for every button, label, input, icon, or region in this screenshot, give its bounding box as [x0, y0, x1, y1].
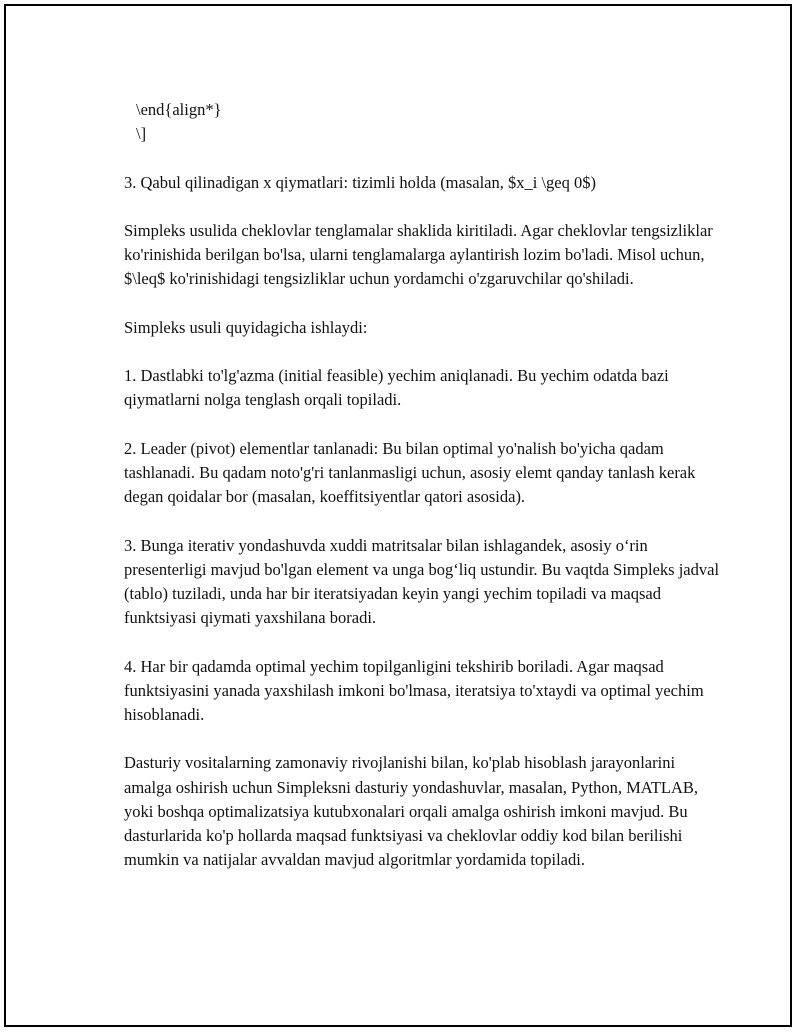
latex-end-align-line: \end{align*}: [136, 100, 222, 119]
paragraph-step-3: 3. Bunga iterativ yondashuvda xuddi matritsalar bilan ishlagandek, asosiy o‘rin presenterligi mavjud bo'lgan element va unga bog‘liq ustundir. Bu vaqtda Simpleks jadval (tablo) tuziladi, unda har bir iteratsiyadan keyin yangi yechim topiladi va maqsad funktsiyasi qiymati yaxshilana boradi.: [124, 535, 720, 628]
paragraph-step-2: 2. Leader (pivot) elementlar tanlanadi: Bu bilan optimal yo'nalish bo'yicha qadam tashlanadi. Bu qadam noto'g'ri tanlanmasligi uchun, asosiy elemt qanday tanlash kerak degan qoidalar bor (masalan, koeffitsiyentlar qatori asosida).: [124, 438, 696, 507]
paragraph-constraints: Simpleks usulida cheklovlar tenglamalar shaklida kiritiladi. Agar cheklovlar tengsizliklar ko'rinishida berilgan bo'lsa, ularni tenglamalarga aylantirish lozim bo'ladi. Misol uchun, $\leq$ ko'rinishidagi tengsizliklar uchun yordamchi o'zgaruvchilar qo'shiladi.: [124, 220, 713, 289]
paragraph-software-tools: Dasturiy vositalarning zamonaviy rivojlanishi bilan, ko'plab hisoblash jarayonlarini amalga oshirish uchun Simpleksni dasturiy yondashuvlar, masalan, Python, MATLAB, yoki boshqa optimalizatsiya kutubxonalari orqali amalga oshirish imkoni mavjud. Bu dasturlarida ko'p hollarda maqsad funktsiyasi va cheklovlar oddiy kod bilan berilishi mumkin va natijalar avvaldan mavjud algoritmlar yordamida topiladi.: [124, 753, 699, 870]
document-body: [124, 98, 724, 897]
paragraph-method-intro: Simpleks usuli quyidagicha ishlaydi:: [124, 317, 368, 337]
paragraph-step-1: 1. Dastlabki to'lg'azma (initial feasible) yechim aniqlanadi. Bu yechim odatda bazi qiymatlarni nolga tenglash orqali topiladi.: [124, 366, 669, 410]
paragraph-accepted-values: 3. Qabul qilinadigan x qiymatlari: tizimli holda (masalan, $x_i \geq 0$): [124, 172, 596, 192]
paragraph-step-4: 4. Har bir qadamda optimal yechim topilganligini tekshirib boriladi. Agar maqsad funktsiyasini yanada yaxshilash imkoni bo'lmasa, iteratsiya to'xtaydi va optimal yechim hisoblanadi.: [124, 656, 704, 724]
latex-close-display-line: \]: [136, 124, 147, 144]
page-frame: [4, 4, 792, 1027]
